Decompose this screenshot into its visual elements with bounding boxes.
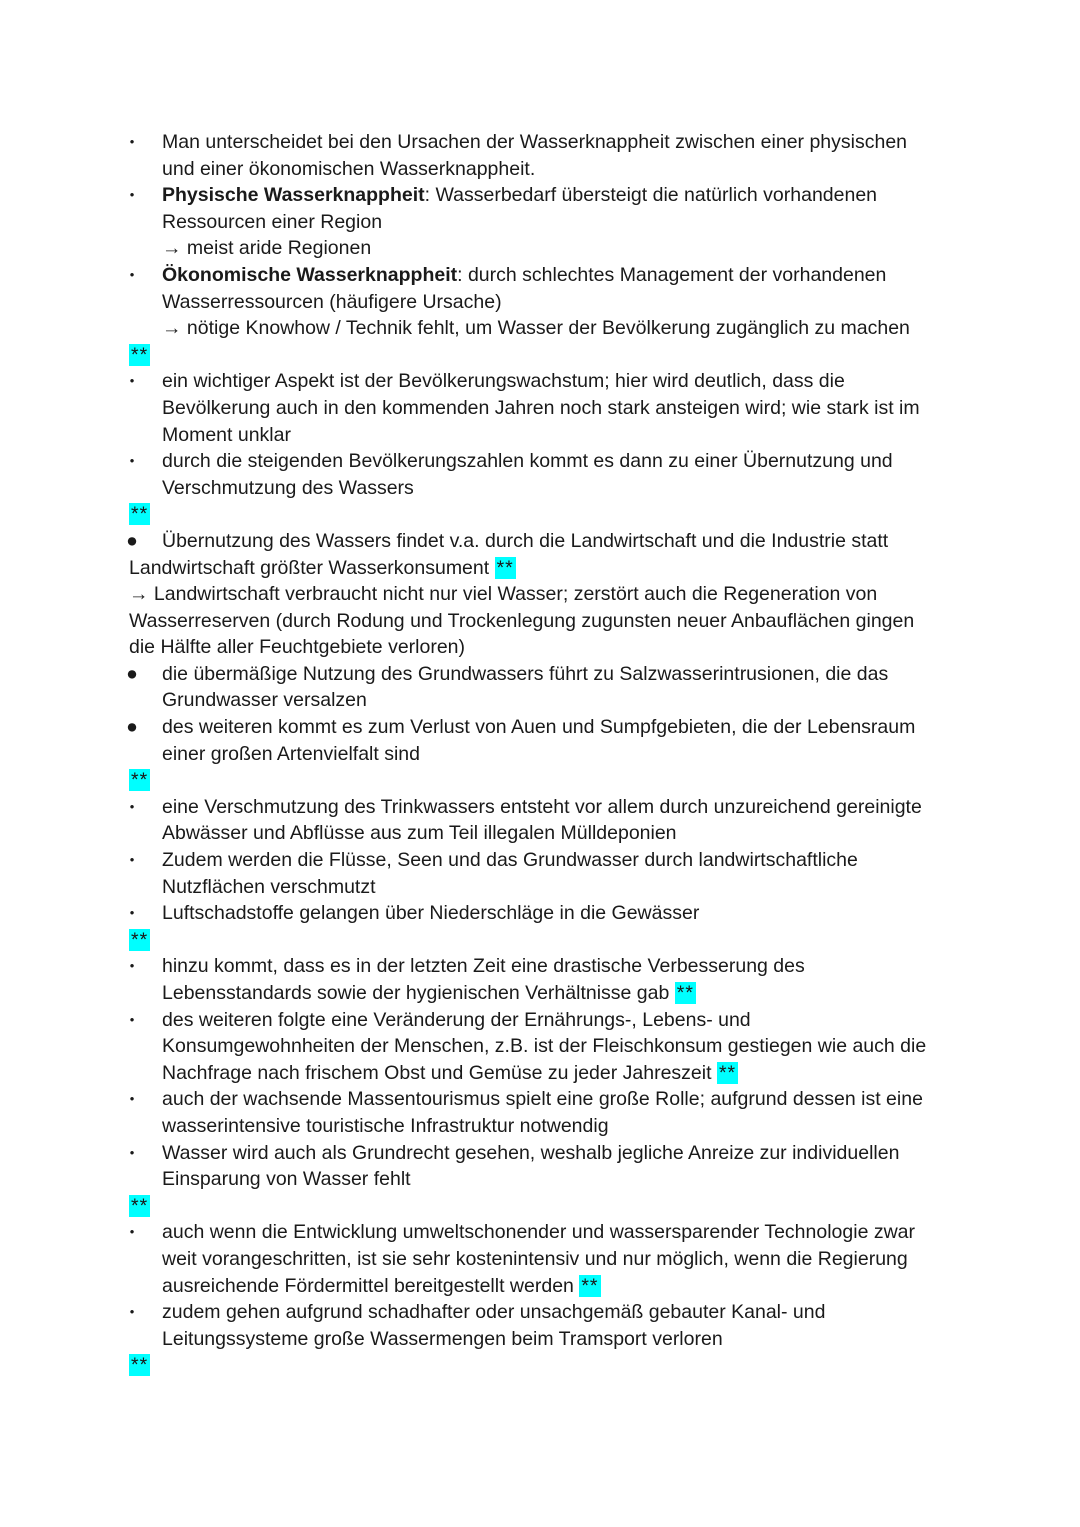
highlight-marker: **: [131, 343, 149, 366]
bullet-icon: •: [129, 958, 135, 974]
paragraph-line: Wasserreserven (durch Rodung und Trockenlegung zugunsten neuer Anbauflächen gingen: [129, 609, 915, 632]
list-item: [129, 182, 959, 262]
highlight-marker: **: [718, 1061, 737, 1084]
paragraph-line: die Hälfte aller Feuchtgebiete verloren): [129, 636, 466, 659]
bullet-icon: •: [129, 453, 135, 469]
bullet-icon: •: [129, 1304, 135, 1320]
bullet-icon: •: [129, 798, 135, 814]
text-line: [162, 262, 959, 289]
list-item: [129, 368, 959, 448]
highlight-marker: **: [131, 928, 149, 951]
text-line: Abwässer und Abflüsse aus zum Teil illegalen Mülldeponien: [162, 822, 677, 845]
bullet-icon: •: [129, 134, 135, 149]
text-line: Einsparung von Wasser fehlt: [162, 1168, 411, 1191]
text-line: des weiteren kommt es zum Verlust von Auen und Sumpfgebieten, die der Lebensraum: [162, 716, 916, 739]
paragraph-line: → Landwirtschaft verbraucht nicht nur viel Wasser; zerstört auch die Regeneration von: [129, 583, 878, 606]
text-line: [162, 1273, 959, 1300]
text-line: zudem gehen aufgrund schadhafter oder unsachgemäß gebauter Kanal- und: [162, 1301, 826, 1324]
bullet-icon: •: [129, 266, 135, 282]
text-line: Übernutzung des Wassers findet v.a. durch die Landwirtschaft und die Industrie statt: [162, 529, 889, 552]
bullet-icon: •: [129, 1144, 135, 1160]
paragraph-text: Landwirtschaft größter Wasserkonsument: [129, 556, 490, 579]
section-separator: [129, 1193, 959, 1220]
bullet-icon: •: [129, 1224, 135, 1240]
text-line: Bevölkerung auch in den kommenden Jahren noch stark ansteigen wird; wie stark ist im: [162, 396, 920, 419]
text-line: ein wichtiger Aspekt ist der Bevölkerungswachstum; hier wird deutlich, dass die: [162, 370, 845, 393]
list-item: [126, 714, 959, 767]
text-line: Luftschadstoffe gelangen über Niederschläge in die Gewässer: [162, 902, 700, 925]
section-separator: [129, 342, 959, 369]
definition-text: : durch schlechtes Management der vorhandenen: [457, 263, 887, 286]
line-text: ausreichende Fördermittel bereitgestellt werden: [162, 1274, 574, 1297]
bullet-icon: •: [129, 187, 135, 203]
text-line: [162, 980, 959, 1007]
text-line: [162, 182, 959, 209]
text-line: einer großen Artenvielfalt sind: [162, 742, 420, 765]
bullet-icon: •: [129, 1091, 135, 1107]
highlight-marker: **: [496, 556, 514, 579]
bullet-icon: •: [129, 852, 135, 868]
highlight-marker: **: [131, 769, 149, 792]
text-line: Ressourcen einer Region: [162, 210, 383, 233]
text-line: des weiteren folgte eine Veränderung der Ernährungs-, Lebens- und: [162, 1008, 751, 1031]
highlight-marker: **: [676, 982, 694, 1004]
list-item: [126, 661, 959, 714]
text-line: auch wenn die Entwicklung umweltschonender und wassersparender Technologie zwar: [162, 1221, 915, 1244]
arrow-note: → nötige Knowhow / Technik fehlt, um Wasser der Bevölkerung zugänglich zu machen: [162, 317, 910, 340]
text-line: [162, 1060, 959, 1087]
text-line: Leitungssysteme große Wassermengen beim Tramsport verloren: [162, 1327, 723, 1350]
text-line: hinzu kommt, dass es in der letzten Zeit eine drastische Verbesserung des: [162, 955, 805, 978]
list-item: [126, 528, 959, 555]
text-line: Man unterscheidet bei den Ursachen der Wasserknappheit zwischen einer physischen: [162, 131, 908, 153]
term-economic: Ökonomische Wasserknappheit: [162, 263, 458, 286]
section-separator: [129, 1352, 959, 1379]
text-line: Wasser wird auch als Grundrecht gesehen, weshalb jegliche Anreize zur individuellen: [162, 1141, 900, 1164]
bullet-icon: ●: [126, 662, 138, 685]
section-separator: [129, 767, 959, 794]
text-line: Nutzflächen verschmutzt: [162, 875, 376, 898]
text-line: wasserintensive touristische Infrastruktur notwendig: [162, 1114, 609, 1137]
line-text: Lebensstandards sowie der hygienischen Verhältnisse gab: [162, 982, 670, 1004]
bullet-icon: ●: [126, 716, 138, 739]
text-line: auch der wachsende Massentourismus spielt eine große Rolle; aufgrund dessen ist eine: [162, 1088, 923, 1111]
list-item: [129, 847, 959, 900]
section-separator: [129, 927, 959, 954]
highlight-marker: **: [581, 1274, 599, 1297]
list-item: [129, 262, 959, 342]
text-line: weit vorangeschritten, ist sie sehr kostenintensiv und nur möglich, wenn die Regierung: [162, 1247, 908, 1270]
term-physical: Physische Wasserknappheit: [162, 184, 425, 207]
paragraph-line: [129, 555, 959, 582]
text-line: Konsumgewohnheiten der Menschen, z.B. ist der Fleischkonsum gestiegen wie auch die: [162, 1035, 927, 1058]
line-text: Nachfrage nach frischem Obst und Gemüse zu jeder Jahreszeit: [162, 1061, 712, 1084]
list-item: [129, 1299, 959, 1352]
list-item: [129, 953, 959, 1006]
text-line: und einer ökonomischen Wasserknappheit.: [162, 157, 536, 180]
highlight-marker: **: [131, 1354, 149, 1377]
highlight-marker: **: [131, 503, 149, 526]
bullet-icon: •: [129, 1011, 135, 1027]
list-item: [129, 1219, 959, 1299]
list-item: [129, 129, 959, 182]
definition-text: : Wasserbedarf übersteigt die natürlich vorhandenen: [424, 184, 878, 207]
highlight-marker: **: [131, 1194, 149, 1217]
text-line: durch die steigenden Bevölkerungszahlen kommt es dann zu einer Übernutzung und: [162, 450, 893, 473]
list-item: [129, 794, 959, 847]
section-separator: [129, 501, 959, 528]
notes-content: [126, 129, 959, 1379]
text-line: Zudem werden die Flüsse, Seen und das Grundwasser durch landwirtschaftliche: [162, 849, 858, 872]
arrow-note: → meist aride Regionen: [162, 237, 372, 260]
text-line: eine Verschmutzung des Trinkwassers entsteht vor allem durch unzureichend gereinigte: [162, 795, 922, 818]
text-line: Grundwasser versalzen: [162, 689, 367, 712]
text-line: Wasserressourcen (häufigere Ursache): [162, 290, 502, 313]
bullet-icon: •: [129, 905, 135, 921]
list-item: [129, 1140, 959, 1193]
text-line: die übermäßige Nutzung des Grundwassers führt zu Salzwasserintrusionen, die das: [162, 662, 889, 685]
list-item: [129, 1086, 959, 1139]
list-item: [129, 448, 959, 501]
list-item: [129, 900, 959, 927]
list-item: [129, 1007, 959, 1087]
bullet-icon: •: [129, 373, 135, 389]
text-line: Verschmutzung des Wassers: [162, 476, 414, 499]
bullet-icon: ●: [126, 529, 138, 552]
text-line: Moment unklar: [162, 423, 291, 446]
